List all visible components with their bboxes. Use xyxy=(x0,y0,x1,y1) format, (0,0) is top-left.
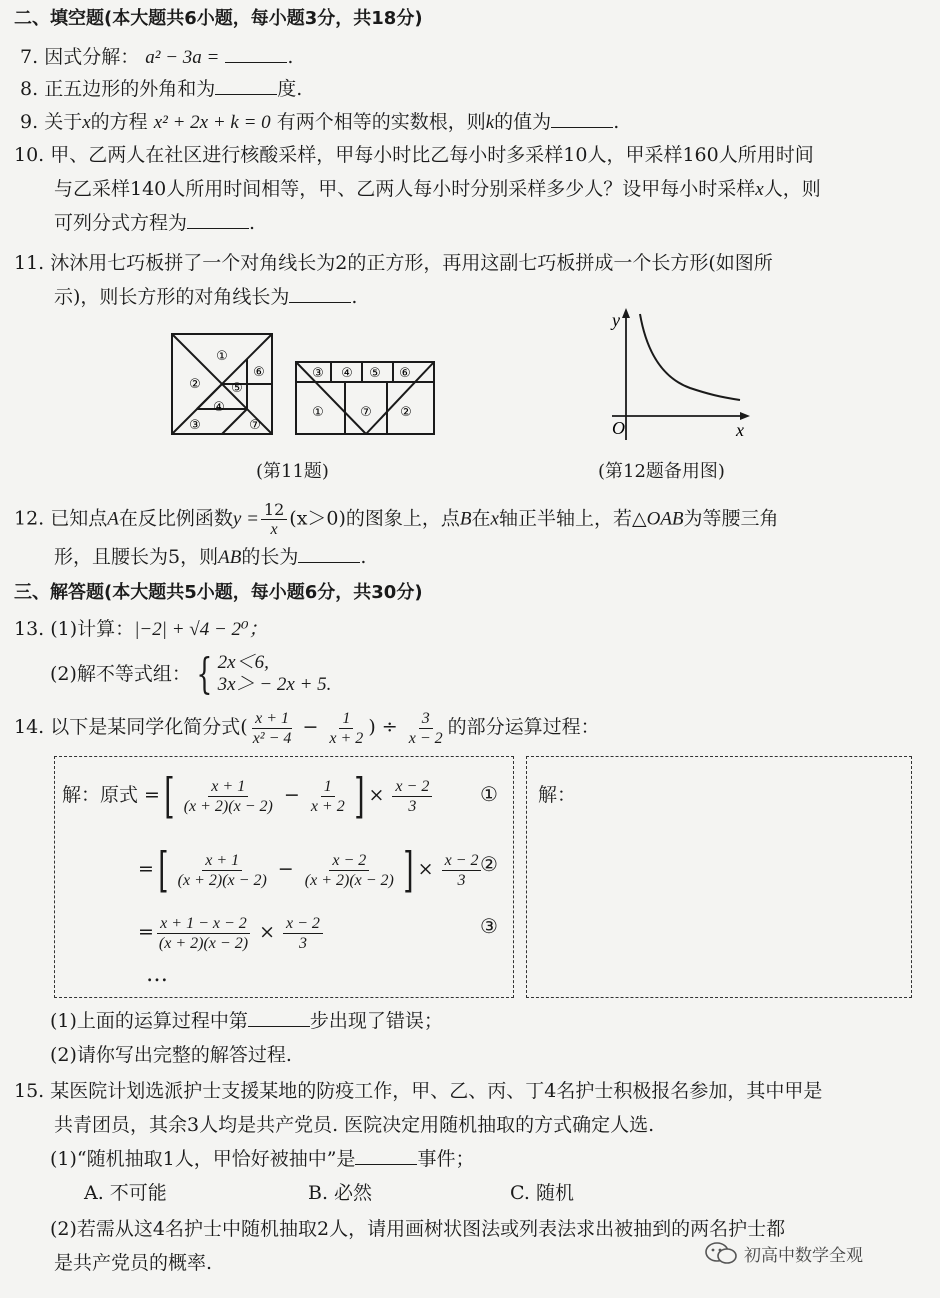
section-2-title: 二、填空题(本大题共6小题，每小题3分，共18分) xyxy=(14,8,423,29)
q14-text-1: 以下是某同学化简分式 xyxy=(50,716,241,738)
q10-text-2: 与乙采样140人所用时间相等，甲、乙两人每小时分别采样多少人？设甲每小时采样 xyxy=(54,178,756,200)
q7-text: 因式分解： xyxy=(44,46,140,68)
q14-frac-3-num: 3 xyxy=(419,709,433,729)
q15-sub1-end: 事件； xyxy=(417,1148,475,1170)
question-10-line-3 xyxy=(54,210,255,236)
q9-var2: k xyxy=(485,112,495,133)
q15-sub1-text: (1)“随机抽取1人，甲恰好被抽中”是 xyxy=(50,1148,356,1170)
q14-s2-frac-b xyxy=(302,851,397,890)
q10-number: 10. xyxy=(14,144,45,166)
q14-step-3-marker: ③ xyxy=(480,914,498,938)
q14-s1a-num: x + 1 xyxy=(208,777,248,797)
q9-equation: x² + 2x + k = 0 xyxy=(153,112,271,133)
q15-option-a: A. 不可能 xyxy=(84,1182,167,1204)
section-3-title: 三、解答题(本大题共5小题，每小题6分，共30分) xyxy=(14,582,423,603)
caption-question-11: (第11题) xyxy=(256,461,329,482)
q10-text-2-end: 人，则 xyxy=(763,178,821,200)
q14-solution-label: 解：原式 = xyxy=(62,784,160,806)
axis-x-label: x xyxy=(736,420,744,440)
q8-number: 8. xyxy=(20,78,39,100)
q14-step-3: = $\frac{x + 1 - x - 2}{(x + 2)(x - 2)}$ × $\frac{x - 2}{3}$ xyxy=(138,910,325,954)
q12-text-8: 的长为 xyxy=(241,546,299,568)
q14-frac-3 xyxy=(406,709,446,748)
q14-s3a-den: (x + 2)(x − 2) xyxy=(158,934,249,952)
q14-s2a-den: (x + 2)(x − 2) xyxy=(177,871,267,889)
q12-ab: AB xyxy=(218,547,242,568)
q8-text: 正五边形的外角和为 xyxy=(44,78,216,100)
q12-end: . xyxy=(360,546,367,568)
q15-option-c: C. 随机 xyxy=(510,1182,574,1204)
axis-y-label: y xyxy=(612,310,620,330)
q14-s1b-den: x + 2 xyxy=(310,797,345,815)
q11-end: . xyxy=(351,286,358,308)
q9-var: x xyxy=(82,112,91,133)
q12-point-a: A xyxy=(107,508,119,530)
q14-number: 14. xyxy=(14,716,45,738)
q9-text3: 有两个相等的实数根，则 xyxy=(276,111,486,133)
q10-text-3: 可列分式方程为 xyxy=(54,212,188,234)
q14-s3-frac-a xyxy=(156,914,251,953)
q15-number: 15. xyxy=(14,1080,45,1102)
square-label-3: ③ xyxy=(189,418,201,433)
q14-frac-2-den: x + 2 xyxy=(329,729,364,747)
square-label-2: ② xyxy=(189,377,201,392)
q13-number: 13. xyxy=(14,618,45,640)
q7-number: 7. xyxy=(20,46,39,68)
q12-text-1: 已知点 xyxy=(50,507,108,530)
q14-s1b-num: 1 xyxy=(321,777,335,797)
q11-text-1: 沐沐用七巧板拼了一个对角线长为2的正方形，再用这副七巧板拼成一个长方形(如图所 xyxy=(50,252,773,274)
square-label-1: ① xyxy=(216,349,228,364)
q11-number: 11. xyxy=(14,252,45,274)
q14-ellipsis: … xyxy=(146,962,168,987)
question-14-header: 14. 以下是某同学化简分式( $\frac{x + 1}{\text{x² − 4}}$ − $\frac{1}{x + 2}$ ) ÷ $\frac{3}{x - 2}$ 的部分运算过程： xyxy=(14,709,600,747)
q14-step-2-marker: ② xyxy=(480,852,498,876)
q10-answer-blank xyxy=(187,210,249,229)
q14-frac-3-den: x − 2 xyxy=(408,729,443,747)
question-8 xyxy=(20,76,302,102)
q9-end: . xyxy=(613,111,620,133)
q8-end: 度. xyxy=(277,78,303,100)
q12-text-3: (x＞0)的图象上，点 xyxy=(289,507,460,530)
q14-s1-frac-a xyxy=(181,777,276,816)
square-label-6: ⑥ xyxy=(253,365,265,380)
q14-s1a-den: (x + 2)(x − 2) xyxy=(183,797,273,815)
rect-label-4: ④ xyxy=(341,366,353,381)
q14-s2b-num: x − 2 xyxy=(329,851,369,871)
q14-sub-1 xyxy=(50,1008,443,1034)
question-10-line-2 xyxy=(54,176,821,203)
q15-sub-2: (2)若需从这4名护士中随机抽取2人，请用画树状图法或列表法求出被抽到的两名护士都 xyxy=(50,1218,786,1240)
q9-answer-blank xyxy=(551,109,613,128)
q13-part1-expression: |−2| + √4 − 2⁰； xyxy=(134,619,268,640)
q14-answer-blank xyxy=(248,1008,310,1027)
q14-step-1: 解：原式 =[ $\frac{x + 1}{(x + 2)(x - 2)}$ − $\frac{1}{x + 2}$ ] × $\frac{x - 2}{3}$ xyxy=(62,772,434,820)
question-12-line-2 xyxy=(54,544,366,571)
question-13-part-2 xyxy=(50,649,332,698)
q12-text-6: 为等腰三角 xyxy=(683,507,779,530)
q12-text-5: 轴正半轴上，若△ xyxy=(498,507,647,530)
q9-text2: 的方程 xyxy=(90,111,148,133)
q13-inequality-1: 2x＜6, xyxy=(217,652,269,673)
q14-s2c-num: x − 2 xyxy=(442,851,482,871)
q11-text-2: 示)，则长方形的对角线长为 xyxy=(54,286,290,308)
q12-frac-den: x xyxy=(270,521,278,538)
question-7 xyxy=(20,44,293,71)
q8-answer-blank xyxy=(215,76,277,95)
rect-label-5: ⑤ xyxy=(369,366,381,381)
q14-s2-frac-a xyxy=(175,851,270,890)
q14-s3a-num: x + 1 − x − 2 xyxy=(157,914,250,934)
q9-text: 关于 xyxy=(44,111,83,133)
q14-frac-1 xyxy=(250,709,295,748)
q13-part2-text: (2)解不等式组： xyxy=(50,663,191,685)
q12-text-4: 在 xyxy=(471,507,491,530)
q13-part1-text: (1)计算： xyxy=(50,618,135,640)
q14-step-2: =[ $\frac{x + 1}{(x + 2)(x - 2)}$ − $\frac{x - 2}{(x + 2)(x - 2)}$ ] × $\frac{x - 2}{3}$ xyxy=(138,846,483,894)
q14-s3-frac-c xyxy=(283,914,323,953)
q14-s1c-num: x − 2 xyxy=(392,777,432,797)
question-15-line-2: 共青团员，其余3人均是共产党员. 医院决定用随机抽取的方式确定人选. xyxy=(54,1114,655,1136)
q14-answer-box xyxy=(526,756,912,998)
q14-answer-label: 解： xyxy=(538,784,577,806)
q14-s3c-num: x − 2 xyxy=(283,914,323,934)
q7-expression: a² − 3a = xyxy=(145,47,220,68)
q12-point-b: B xyxy=(459,508,472,530)
q9-text4: 的值为 xyxy=(494,111,552,133)
q14-s2c-den: 3 xyxy=(457,871,466,889)
q14-sub-2: (2)请你写出完整的解答过程. xyxy=(50,1044,292,1066)
q14-frac-2-num: 1 xyxy=(339,709,353,729)
question-9 xyxy=(20,109,619,136)
question-12-line-1 xyxy=(14,500,779,539)
q14-sub1-text: (1)上面的运算过程中第 xyxy=(50,1010,248,1032)
q7-end: . xyxy=(287,46,294,68)
q12-y: y = xyxy=(232,508,259,530)
square-label-7: ⑦ xyxy=(249,418,261,433)
q12-fraction xyxy=(261,500,287,539)
q12-number: 12. xyxy=(14,507,45,530)
q15-option-b: B. 必然 xyxy=(308,1182,373,1204)
square-label-4: ④ xyxy=(213,400,225,415)
question-13-part-1 xyxy=(14,616,268,643)
q14-s2b-den: (x + 2)(x − 2) xyxy=(304,871,394,889)
question-15-line-1 xyxy=(14,1078,822,1104)
reciprocal-graph xyxy=(610,308,750,440)
question-10-line-1 xyxy=(14,142,814,168)
q12-text-2: 在反比例函数 xyxy=(118,507,233,530)
q14-frac-1-den: x² − 4 xyxy=(252,729,292,747)
q15-sub-2-line-2: 是共产党员的概率. xyxy=(54,1252,213,1274)
figures-area xyxy=(0,300,940,490)
wechat-icon xyxy=(704,1240,738,1266)
rect-label-7: ⑦ xyxy=(360,405,372,420)
q14-s1-frac-c xyxy=(392,777,432,816)
rect-label-6: ⑥ xyxy=(399,366,411,381)
q14-s2-frac-c xyxy=(442,851,482,890)
q15-sub-1 xyxy=(50,1146,474,1172)
q15-text-1: 某医院计划选派护士支援某地的防疫工作，甲、乙、丙、丁4名护士积极报名参加，其中甲是 xyxy=(50,1080,823,1102)
watermark-text: 初高中数学全观 xyxy=(744,1245,863,1266)
square-label-5: ⑤ xyxy=(231,381,243,396)
rect-label-3: ③ xyxy=(312,366,324,381)
q14-s3c-den: 3 xyxy=(298,934,307,952)
q12-x-axis: x xyxy=(490,508,499,530)
q12-text-7: 形，且腰长为5，则 xyxy=(54,546,219,568)
q10-end: . xyxy=(249,212,256,234)
q12-triangle: OAB xyxy=(646,508,684,530)
q12-answer-blank xyxy=(298,544,360,563)
q15-answer-blank xyxy=(355,1146,417,1165)
origin-label: O xyxy=(612,418,625,438)
q14-sub1-end: 步出现了错误； xyxy=(309,1010,443,1032)
hyperbola-curve xyxy=(640,314,740,400)
q12-frac-num: 12 xyxy=(261,500,287,520)
question-11-line-1 xyxy=(14,250,773,276)
watermark xyxy=(704,1240,863,1266)
q14-s1c-den: 3 xyxy=(408,797,417,815)
q10-text-1: 甲、乙两人在社区进行核酸采样，甲每小时比乙每小时多采样10人，甲采样160人所用时间 xyxy=(50,144,814,166)
q14-frac-1-num: x + 1 xyxy=(252,709,292,729)
caption-question-12: (第12题备用图) xyxy=(598,461,725,482)
q14-frac-2 xyxy=(326,709,366,748)
q7-answer-blank xyxy=(225,44,287,63)
q14-s1-frac-b xyxy=(308,777,348,816)
q10-var: x xyxy=(755,179,764,200)
q14-text-2: 的部分运算过程： xyxy=(447,716,600,738)
q13-inequalities xyxy=(218,652,332,696)
rect-label-2: ② xyxy=(400,405,412,420)
q9-number: 9. xyxy=(20,111,39,133)
rect-label-1: ① xyxy=(312,405,324,420)
q14-s2a-num: x + 1 xyxy=(202,851,242,871)
q14-step-1-marker: ① xyxy=(480,782,498,806)
q13-inequality-2: 3x＞ − 2x + 5. xyxy=(217,674,332,695)
q13-brace-icon: { xyxy=(196,649,213,698)
